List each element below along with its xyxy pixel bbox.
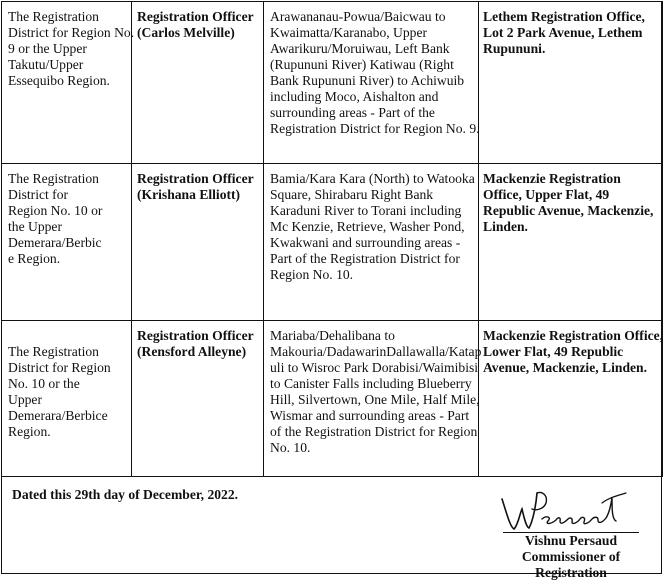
handwritten-signature bbox=[498, 487, 632, 533]
officer-cell: Registration Officer (Carlos Melville) bbox=[132, 2, 264, 164]
table-row bbox=[2, 164, 663, 321]
signer-title: Commissioner of Registration bbox=[521, 549, 621, 580]
officer-cell: Registration Officer (Rensford Alleyne) bbox=[132, 321, 264, 477]
office-cell: Lethem Registration Office, Lot 2 Park Avenue, Lethem Rupununi. bbox=[479, 2, 663, 164]
district-cell: The Registration District for Region No. 9 or the Upper Takutu/Upper Essequibo Region. bbox=[2, 2, 132, 164]
signer-block bbox=[486, 533, 656, 581]
officer-cell: Registration Officer (Krishana Elliott) bbox=[132, 164, 264, 321]
registration-table bbox=[1, 1, 663, 477]
signer-name: Vishnu Persaud bbox=[524, 533, 618, 548]
area-cell: Bamia/Kara Kara (North) to Watooka Square, Shirabaru Right Bank Karaduni River to Torani including Mc Kenzie, Retrieve, Washer Pond, Kwakwani and surrounding areas - Part of the Registration District for Region No. 10. bbox=[264, 164, 479, 321]
signature-line bbox=[503, 532, 639, 533]
district-cell: The Registration District for Region No. 10 or the Upper Demerara/Berbic e Region. bbox=[2, 164, 132, 321]
area-cell: Mariaba/Dehalibana to Makouria/DadawarinDallawalla/Katap uli to Wisroc Park Dorabisi/Waimibisi to Canister Falls including Blueberry Hill, Silvertown, One Mile, Half Mile, Wismar and surrounding areas - Part of the Registration District for Region No. 10. bbox=[264, 321, 479, 477]
table-row bbox=[2, 321, 663, 477]
office-cell: Mackenzie Registration Office, Lower Flat, 49 Republic Avenue, Mackenzie, Linden. bbox=[479, 321, 663, 477]
district-cell: The Registration District for Region No. 10 or the Upper Demerara/Berbice Region. bbox=[2, 321, 132, 477]
dated-line: Dated this 29th day of December, 2022. bbox=[12, 487, 239, 502]
office-cell: Mackenzie Registration Office, Upper Flat, 49 Republic Avenue, Mackenzie, Linden. bbox=[479, 164, 663, 321]
area-cell: Arawananau-Powua/Baicwau to Kwaimatta/Karanabo, Upper Awarikuru/Moruiwau, Left Bank (Rupununi River) Katiwau (Right Bank Rupununi River) to Achiwuib including Moco, Aishalton and surrounding areas - Part of the Registration District for Region No. 9. bbox=[264, 2, 479, 164]
table-row bbox=[2, 2, 663, 164]
